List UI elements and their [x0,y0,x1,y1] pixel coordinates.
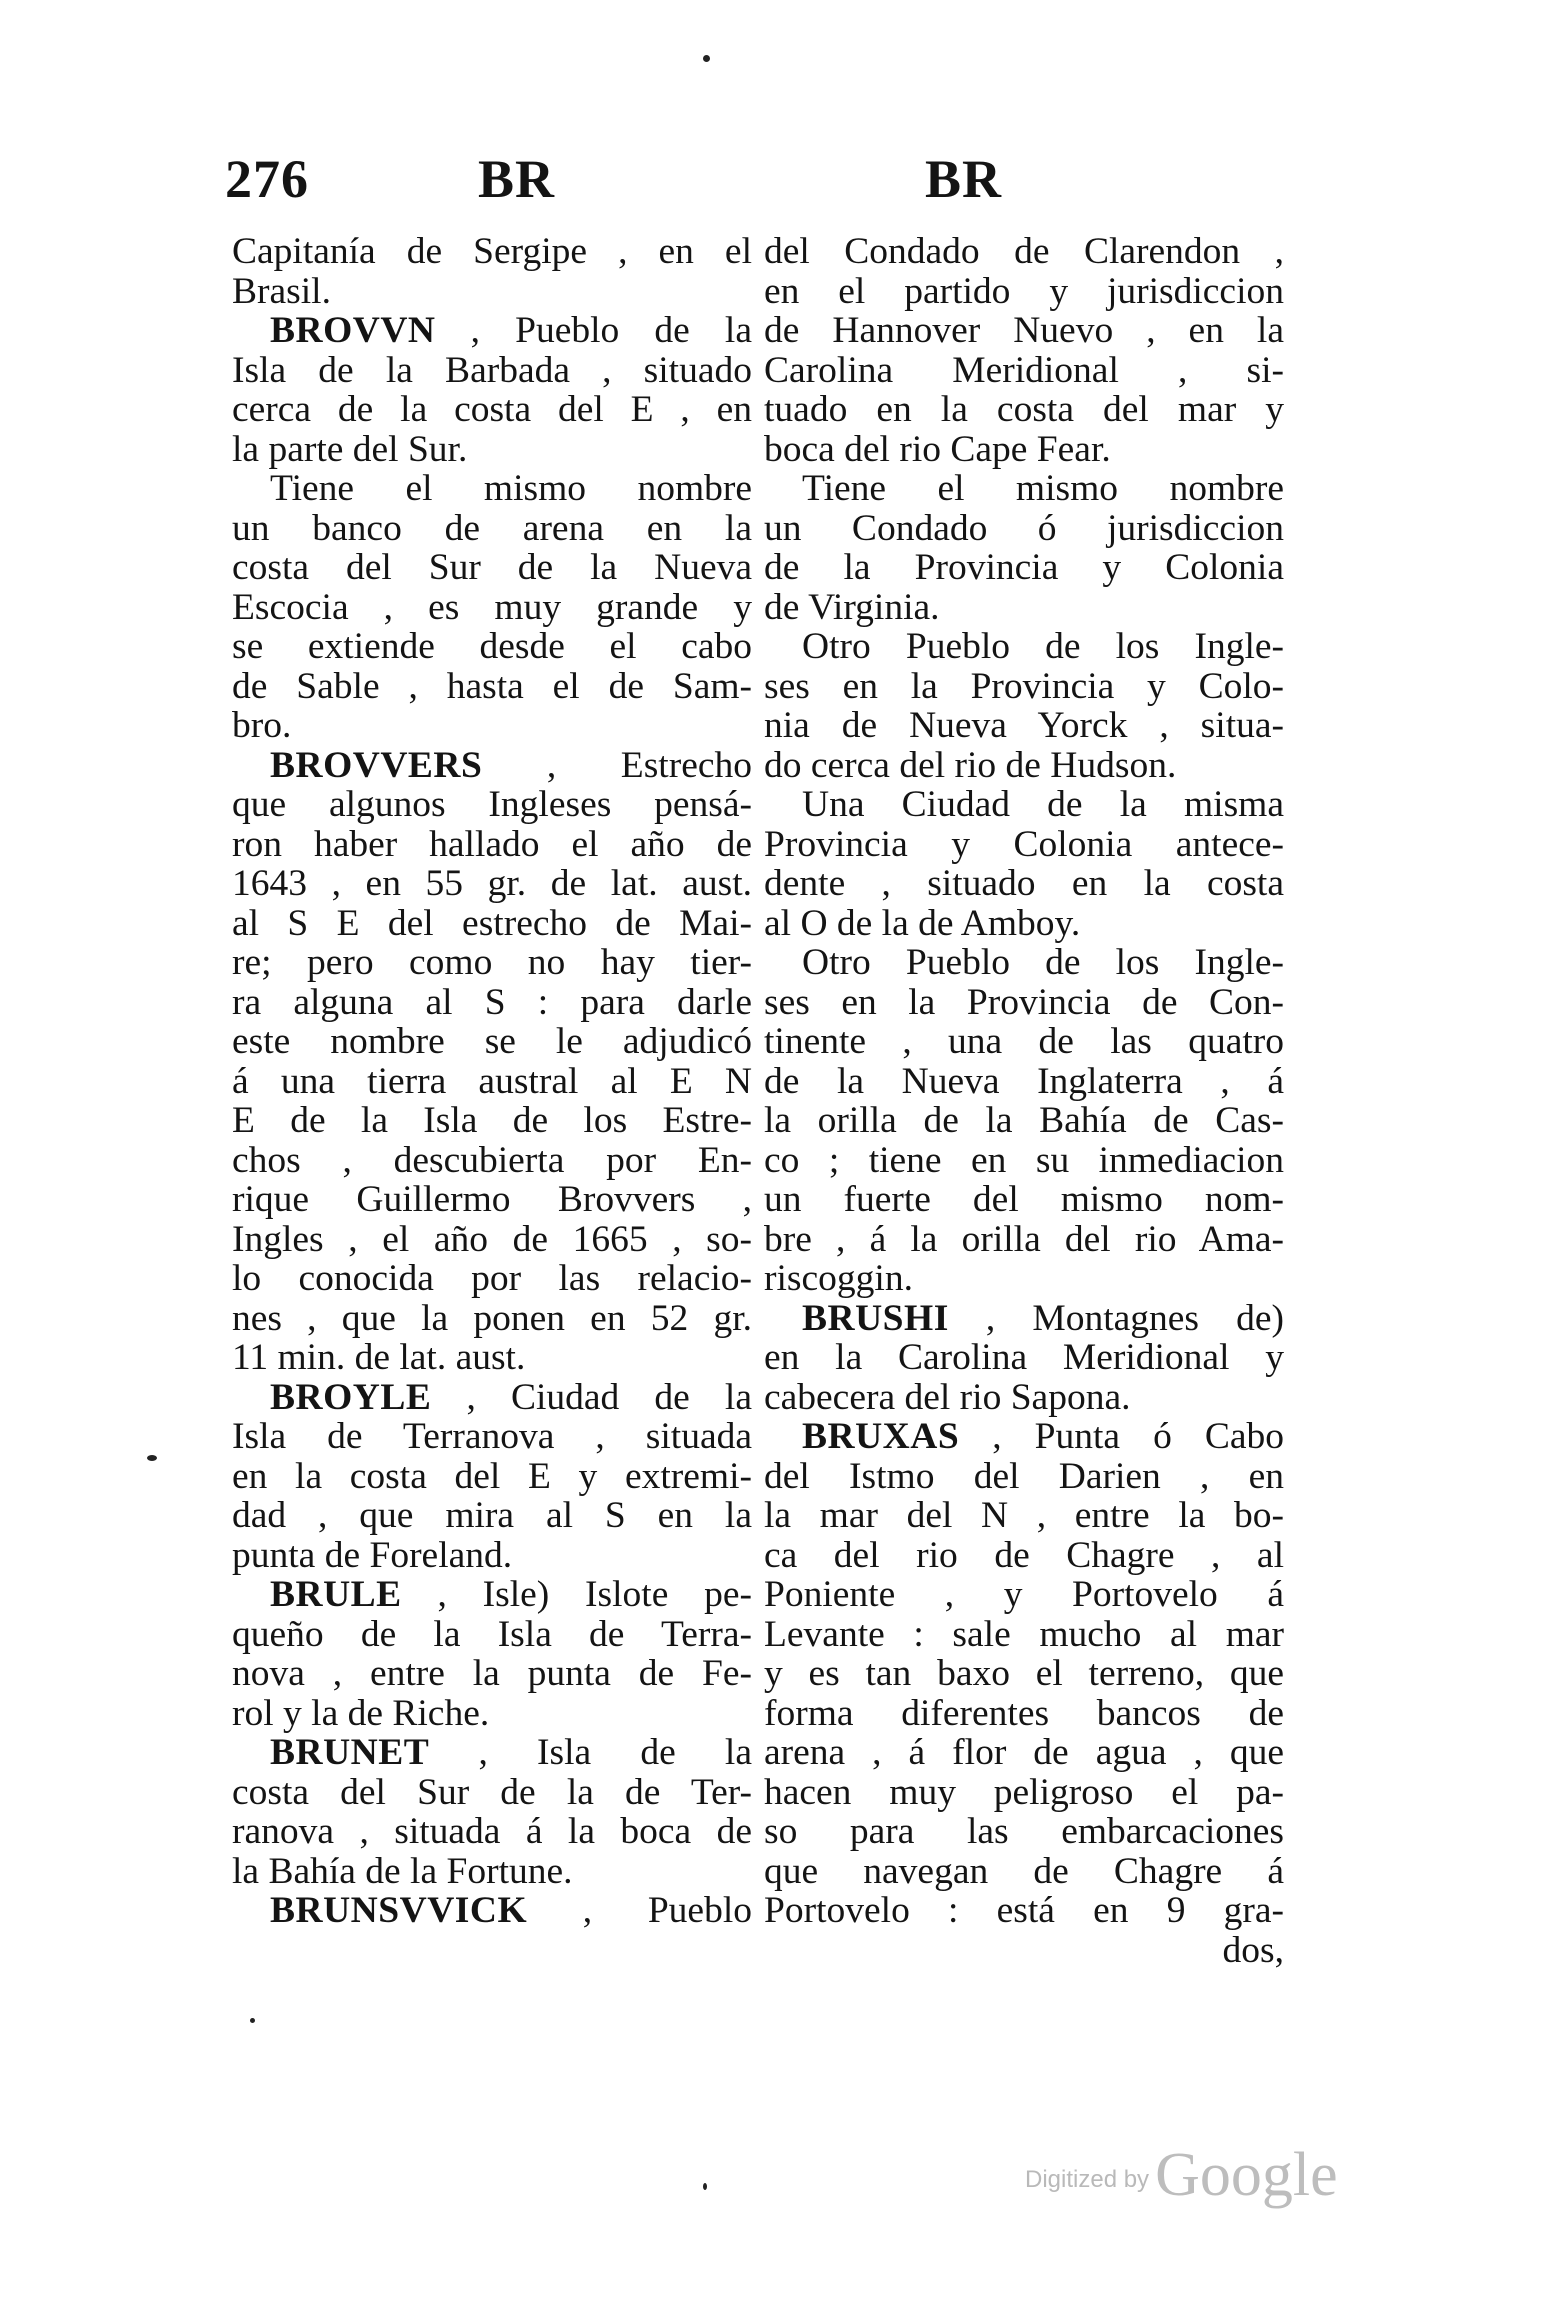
text-line: forma diferentes bancos de [764,1692,1284,1734]
text-line: Otro Pueblo de los Ingle- [802,942,1284,983]
google-logo: Google [1155,2141,1338,2209]
running-header-right: BR [925,149,1003,209]
scan-speck [250,2018,255,2023]
text-line: Provincia y Colonia antece- [764,823,1284,865]
text-column-right [764,232,1284,1970]
text-line: Escocia , es muy grande y [232,586,752,628]
scan-speck [703,55,710,62]
entry-headword: BROVVERS [270,744,483,786]
running-header-left: BR [478,149,556,209]
text-line: re; pero como no hay tier- [232,942,752,983]
text-line: 11 min. de lat. aust. [232,1337,526,1378]
text-line: se extiende desde el cabo [232,626,752,667]
text-line: costa del Sur de la Nueva [232,547,752,588]
scan-speck [703,2183,707,2190]
text-line: bre , á la orilla del rio Ama- [764,1218,1284,1260]
entry-headword: BROVVN [270,310,436,351]
text-line: ses en la Provincia y Colo- [764,665,1284,707]
text-line: rol y la de Riche. [232,1692,490,1734]
scan-speck [147,1455,157,1461]
text-line: Una Ciudad de la misma [802,784,1284,825]
digitized-watermark [1025,2140,1338,2211]
text-line: Otro Pueblo de los Ingle- [802,626,1284,667]
text-line: BRUNET , Isla de la [270,1732,752,1773]
text-line: Carolina Meridional , si- [764,349,1284,391]
text-line: Levante : sale mucho al mar [764,1613,1284,1655]
text-line: nova , entre la punta de Fe- [232,1653,752,1694]
text-line: tinente , una de las quatro [764,1021,1284,1062]
text-line: Isla de Terranova , situada [232,1416,752,1457]
text-line: BROYLE , Ciudad de la [270,1376,752,1418]
text-line: ses en la Provincia de Con- [764,981,1284,1023]
text-line: del Condado de Clarendon , [764,231,1284,272]
text-line: do cerca del rio de Hudson. [764,744,1177,786]
text-line: BROVVERS , Estrecho [270,744,752,786]
text-line: la Bahía de la Fortune. [232,1850,573,1892]
text-line: al O de la de Amboy. [764,902,1081,944]
text-line: de Sable , hasta el de Sam- [232,665,752,707]
text-column-left [232,232,752,1931]
text-line: dente , situado en la costa [764,863,1284,904]
text-line: Tiene el mismo nombre [802,468,1284,509]
text-line: ron haber hallado el año de [232,823,752,865]
entry-headword: BRUNET [270,1732,430,1773]
text-line: hacen muy peligroso el pa- [764,1771,1284,1813]
text-line: punta de Foreland. [232,1534,513,1576]
text-line: BROVVN , Pueblo de la [270,310,752,351]
text-line: riscoggin. [764,1258,913,1299]
text-line: BRUNSVVICK , Pueblo [270,1890,752,1931]
entry-headword: BRUXAS [802,1416,960,1457]
text-line: costa del Sur de la de Ter- [232,1771,752,1813]
text-line: un Condado ó jurisdiccion [764,507,1284,549]
text-line: ra alguna al S : para darle [232,981,752,1023]
text-line: en el partido y jurisdiccion [764,270,1284,312]
text-line: de la Nueva Inglaterra , á [764,1060,1284,1102]
text-line: Capitanía de Sergipe , en el [232,231,752,272]
text-line: lo conocida por las relacio- [232,1258,752,1299]
entry-headword: BROYLE [270,1376,432,1418]
text-line: BRUXAS , Punta ó Cabo [802,1416,1284,1457]
text-line: este nombre se le adjudicó [232,1021,752,1062]
text-line: nia de Nueva Yorck , situa- [764,705,1284,746]
text-line: de la Provincia y Colonia [764,547,1284,588]
text-line: la mar del N , entre la bo- [764,1495,1284,1536]
text-line: á una tierra austral al E N [232,1060,752,1102]
text-line: y es tan baxo el terreno, que [764,1653,1284,1694]
text-line: boca del rio Cape Fear. [764,428,1111,470]
entry-headword: BRULE [270,1574,402,1615]
text-line: dos, [1222,1929,1284,1971]
text-line: BRULE , Isle) Islote pe- [270,1574,752,1615]
text-line: en la costa del E y extremi- [232,1455,752,1497]
text-line: co ; tiene en su inmediacion [764,1139,1284,1181]
text-line: Brasil. [232,270,331,312]
text-line: que navegan de Chagre á [764,1850,1284,1892]
text-line: tuado en la costa del mar y [764,389,1284,430]
text-line: Ingles , el año de 1665 , so- [232,1218,752,1260]
text-line: un fuerte del mismo nom- [764,1179,1284,1220]
text-line: BRUSHI , Montagnes de) [802,1297,1284,1339]
text-line: Isla de la Barbada , situado [232,349,752,391]
text-line: 1643 , en 55 gr. de lat. aust. [232,863,752,904]
text-line: cerca de la costa del E , en [232,389,752,430]
text-line: de Virginia. [764,586,940,628]
text-line: un banco de arena en la [232,507,752,549]
text-line: cabecera del rio Sapona. [764,1376,1131,1418]
text-line: chos , descubierta por En- [232,1139,752,1181]
text-line: ca del rio de Chagre , al [764,1534,1284,1576]
entry-headword: BRUSHI [802,1297,949,1339]
text-line: Portovelo : está en 9 gra- [764,1890,1284,1931]
text-line: que algunos Ingleses pensá- [232,784,752,825]
text-line: E de la Isla de los Estre- [232,1100,752,1141]
text-line: bro. [232,705,292,746]
text-line: al S E del estrecho de Mai- [232,902,752,944]
text-line: arena , á flor de agua , que [764,1732,1284,1773]
text-line: en la Carolina Meridional y [764,1337,1284,1378]
page-number: 276 [225,149,309,209]
text-line: dad , que mira al S en la [232,1495,752,1536]
entry-headword: BRUNSVVICK [270,1890,528,1931]
text-line: la parte del Sur. [232,428,468,470]
text-line: de Hannover Nuevo , en la [764,310,1284,351]
text-line: la orilla de la Bahía de Cas- [764,1100,1284,1141]
digitized-by-text: Digitized by [1025,2166,1150,2193]
text-line: Tiene el mismo nombre [270,468,752,509]
text-line: rique Guillermo Brovvers , [232,1179,752,1220]
text-line: queño de la Isla de Terra- [232,1613,752,1655]
text-line: nes , que la ponen en 52 gr. [232,1297,752,1339]
text-line: Poniente , y Portovelo á [764,1574,1284,1615]
text-line: so para las embarcaciones [764,1811,1284,1852]
text-line: ranova , situada á la boca de [232,1811,752,1852]
text-line: del Istmo del Darien , en [764,1455,1284,1497]
